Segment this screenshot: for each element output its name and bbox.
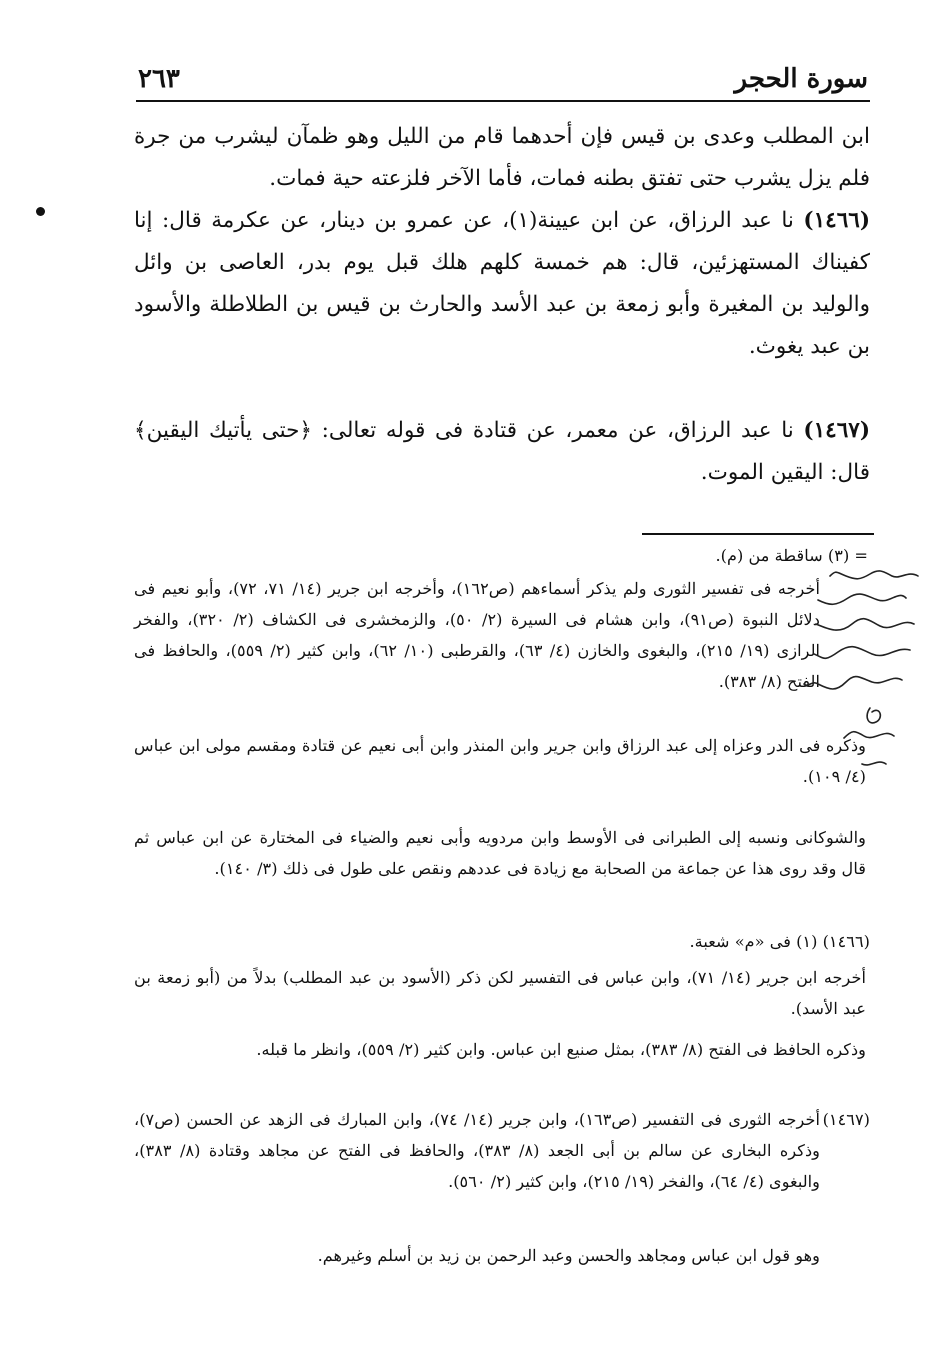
- footnote-para-e-text: وذكره الحافظ فى الفتح (٨/ ٣٨٣)، بمثل صنيع ابن عباس. وابن كثير (٢/ ٥٥٩)، وانظر ما قبله.: [256, 1040, 866, 1059]
- footnote-para-b: [134, 730, 866, 792]
- intro-text: ابن المطلب وعدى بن قيس فإن أحدهما قام من الليل وهو ظمآن ليشرب من جرة فلم يزل يشرب حتى تفتق بطنه فمات، فأما الآخر فلزعته حية فمات.: [134, 124, 870, 191]
- footnote-para-f-text: أخرجه الثورى فى التفسير (ص١٦٣)، وابن جرير (١٤/ ٧٤)، وابن المبارك فى الزهد عن الحسن (ص٧)، وذكره البخارى عن سالم بن أبى الجعد (٨/ ٣٨٣)، والحافظ فى الفتح عن مجاهد وقتادة (٨/ ٣٨٣)، والبغوى (٤/ ٦٤)، والفخر (١٩/ ٢١٥)، وابن كثير (٢/ ٥٦٠).: [134, 1110, 820, 1191]
- footnote-para-g: [134, 1240, 820, 1271]
- footnote-para-d-text: أخرجه ابن جرير (١٤/ ٧١)، وابن عباس فى التفسير لكن ذكر (الأسود بن عبد المطلب) بدلاً من (أبو زمعة بن عبد الأسد).: [134, 968, 866, 1018]
- footnote-rule: [642, 533, 874, 535]
- footnote-para-g-text: وهو قول ابن عباس ومجاهد والحسن وعبد الرحمن بن زيد بن أسلم وغيرهم.: [317, 1246, 820, 1265]
- footnote-para-c: [134, 822, 866, 884]
- footnote-para-f: [134, 1104, 820, 1197]
- intro-paragraph: [134, 116, 870, 200]
- page-number: ٢٦٣: [138, 64, 180, 94]
- margin-dot: [36, 207, 45, 216]
- surah-title: سورة الحجر: [734, 64, 868, 94]
- hadith-text-1467: نا عبد الرزاق، عن معمر، عن قتادة فى قوله تعالى: ﴿حتى يأتيك اليقين﴾ قال: اليقين الموت.: [134, 418, 870, 485]
- hadith-number-1466: (١٤٦٦): [803, 208, 870, 233]
- footnote-para-a-text: أخرجه فى تفسير الثورى ولم يذكر أسماءهم (ص١٦٢)، وأخرجه ابن جرير (١٤/ ٧١، ٧٢)، وأبو نعيم فى دلائل النبوة (ص٩١)، وابن هشام فى السيرة (٢/ ٥٠)، والزمخشرى فى الكشاف (٢/ ٣٢٠)، والفخر الرازى (١٩/ ٢١٥)، والبغوى والخازن (٤/ ٦٣)، والقرطبى (١٠/ ٦٢)، وابن كثير (٢/ ٥٥٩)، والحافظ فى الفتح (٨/ ٣٨٣).: [134, 579, 821, 691]
- footnote-3: [134, 540, 868, 571]
- footnote-para-e: [134, 1034, 866, 1065]
- handwritten-margin-note: [778, 558, 928, 818]
- footnote-1466-header-text: (١٤٦٦) (١) فى «م» شعبة.: [689, 932, 870, 951]
- footnote-para-c-text: والشوكانى ونسبه إلى الطبرانى فى الأوسط وابن مردويه وأبى نعيم والضياء فى المختارة عن ابن عباس ثم قال وقد روى هذا عن جماعة من الصحابة مع زيادة فى عددهم ونقص على طول فى ذلك (٣/ ١٤٠).: [134, 828, 866, 878]
- footnote-para-b-text: وذكره فى الدر وعزاه إلى عبد الرزاق وابن جرير وابن المنذر وابن أبى نعيم عن قتادة ومقسم مولى ابن عباس (٤/ ١٠٩).: [134, 736, 866, 786]
- footnote-1467-label-text: (١٤٦٧): [822, 1110, 870, 1129]
- hadith-number-1467: (١٤٦٧): [803, 418, 870, 443]
- footnote-para-d: [134, 962, 866, 1024]
- header-rule: [136, 100, 870, 102]
- footnote-1466-header: [134, 926, 870, 957]
- hadith-text-1466: نا عبد الرزاق، عن ابن عيينة(١)، عن عمرو بن دينار، عن عكرمة قال: إنا كفيناك المستهزئين، قال: هم خمسة كلهم هلك قبل يوم بدر، العاصى بن وائل والوليد بن المغيرة وأبو زمعة بن عبد الأسد والحارث بن قيس بن الطلاطلة والأسود بن عبد يغوث.: [134, 208, 870, 359]
- hadith-1466: [134, 200, 870, 368]
- footnote-3-text: = (٣) ساقطة من (م).: [715, 546, 868, 565]
- hadith-1467: [134, 410, 870, 494]
- footnote-para-a: [134, 573, 820, 697]
